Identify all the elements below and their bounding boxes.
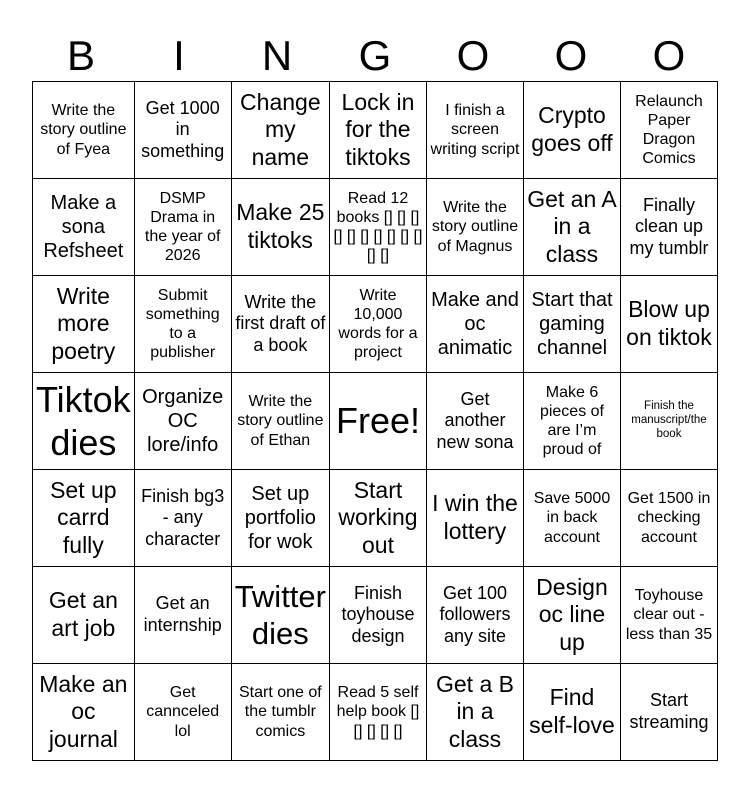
header-letter-o1: O: [456, 32, 490, 79]
bingo-cell[interactable]: Read 5 self help book [] [] [] [] []: [329, 664, 426, 761]
bingo-cell[interactable]: Finish bg3 - any character: [134, 470, 231, 567]
bingo-cell[interactable]: I finish a screen writing script: [426, 82, 523, 179]
bingo-cell[interactable]: I win the lottery: [426, 470, 523, 567]
bingo-cell[interactable]: Finally clean up my tumblr: [620, 179, 717, 276]
grid-row: [33, 179, 718, 276]
bingo-cell[interactable]: Change my name: [231, 82, 329, 179]
bingo-cell[interactable]: Write more poetry: [33, 276, 135, 373]
header-letter-o3: O: [652, 32, 686, 79]
bingo-cell[interactable]: Set up carrd fully: [33, 470, 135, 567]
bingo-cell[interactable]: Save 5000 in back account: [523, 470, 620, 567]
header-letter-i: I: [173, 32, 185, 79]
free-space[interactable]: Free!: [329, 373, 426, 470]
bingo-cell[interactable]: Get an A in a class: [523, 179, 620, 276]
bingo-cell[interactable]: Get 1000 in something: [134, 82, 231, 179]
bingo-cell[interactable]: Make 25 tiktoks: [231, 179, 329, 276]
bingo-cell[interactable]: Write 10,000 words for a project: [329, 276, 426, 373]
bingo-cell[interactable]: Toyhouse clear out - less than 35: [620, 567, 717, 664]
bingo-cell[interactable]: Write the story outline of Fyea: [33, 82, 135, 179]
bingo-grid: [32, 81, 718, 761]
bingo-cell[interactable]: Start working out: [329, 470, 426, 567]
bingo-cell[interactable]: Write the first draft of a book: [231, 276, 329, 373]
bingo-cell[interactable]: Start one of the tumblr comics: [231, 664, 329, 761]
bingo-cell[interactable]: Get 100 followers any site: [426, 567, 523, 664]
bingo-cell[interactable]: Tiktok dies: [33, 373, 135, 470]
bingo-cell[interactable]: Get an art job: [33, 567, 135, 664]
bingo-cell[interactable]: Write the story outline of Magnus: [426, 179, 523, 276]
bingo-cell[interactable]: Start that gaming channel: [523, 276, 620, 373]
bingo-cell[interactable]: Get another new sona: [426, 373, 523, 470]
header-letter-n: N: [261, 32, 293, 79]
bingo-cell[interactable]: Start streaming: [620, 664, 717, 761]
bingo-cell[interactable]: Make an oc journal: [33, 664, 135, 761]
bingo-cell[interactable]: Write the story outline of Ethan: [231, 373, 329, 470]
bingo-cell[interactable]: Find self-love: [523, 664, 620, 761]
bingo-cell[interactable]: Finish the manuscript/the book: [620, 373, 717, 470]
bingo-cell[interactable]: Submit something to a publisher: [134, 276, 231, 373]
bingo-cell[interactable]: Twitter dies: [231, 567, 329, 664]
grid-row: [33, 567, 718, 664]
bingo-cell[interactable]: Blow up on tiktok: [620, 276, 717, 373]
bingo-cell[interactable]: Relaunch Paper Dragon Comics: [620, 82, 717, 179]
bingo-header: [32, 30, 718, 82]
grid-row: [33, 276, 718, 373]
bingo-cell[interactable]: Make 6 pieces of are I’m proud of: [523, 373, 620, 470]
grid-row: [33, 82, 718, 179]
bingo-cell[interactable]: DSMP Drama in the year of 2026: [134, 179, 231, 276]
bingo-cell[interactable]: Crypto goes off: [523, 82, 620, 179]
bingo-cell[interactable]: Get cannceled lol: [134, 664, 231, 761]
bingo-cell[interactable]: Design oc line up: [523, 567, 620, 664]
grid-row: [33, 664, 718, 761]
bingo-cell[interactable]: Get 1500 in checking account: [620, 470, 717, 567]
bingo-cell[interactable]: Make a sona Refsheet: [33, 179, 135, 276]
bingo-cell[interactable]: Lock in for the tiktoks: [329, 82, 426, 179]
grid-row: [33, 373, 718, 470]
bingo-cell[interactable]: Make and oc animatic: [426, 276, 523, 373]
bingo-cell[interactable]: Get an internship: [134, 567, 231, 664]
bingo-cell[interactable]: Finish toyhouse design: [329, 567, 426, 664]
bingo-cell[interactable]: Get a B in a class: [426, 664, 523, 761]
header-letter-o2: O: [554, 32, 588, 79]
header-letter-b: B: [66, 32, 95, 79]
bingo-cell[interactable]: Organize OC lore/info: [134, 373, 231, 470]
bingo-cell[interactable]: Set up portfolio for wok: [231, 470, 329, 567]
grid-row: [33, 470, 718, 567]
header-letter-g: G: [358, 32, 392, 79]
bingo-cell[interactable]: Read 12 books [] [] [] [] [] [] [] [] [] [] [] []: [329, 179, 426, 276]
